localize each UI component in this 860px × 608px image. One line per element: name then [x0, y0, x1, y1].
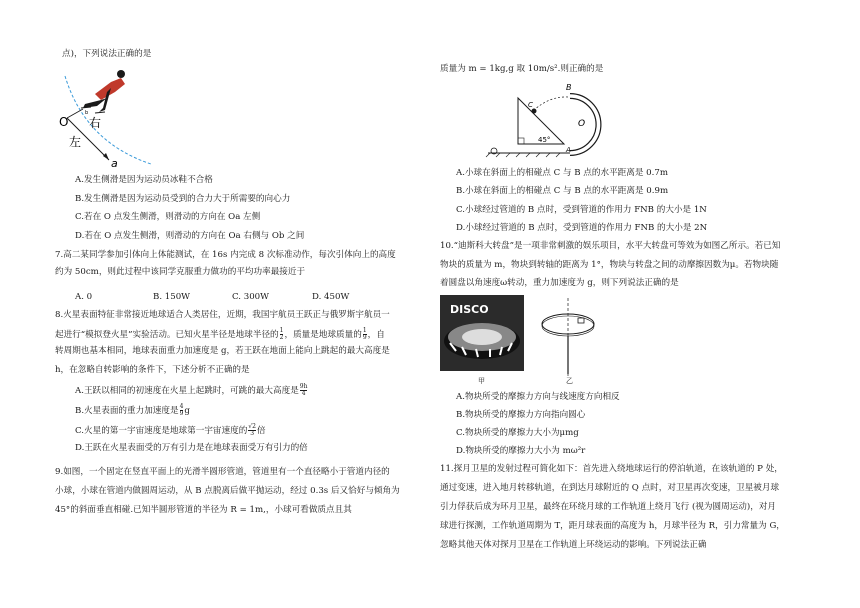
fig-a: A	[566, 146, 571, 154]
disco-logo-text: DISCO	[450, 303, 489, 316]
q7-line-2: 约为 50cm，则此过程中该同学克服重力做功的平均功率最接近于	[55, 267, 306, 277]
q7-option-b: B. 150W	[153, 292, 191, 302]
q9-option-b: B.小球在斜面上的相碰点 C 与 B 点的水平距离是 0.9m	[456, 186, 669, 196]
fig-o: O	[578, 119, 586, 129]
q10-line-1: 10.“迪斯科大转盘”是一项非常刺激的娱乐项目，水平大转盘可等效为如图乙所示。若已知	[440, 241, 781, 251]
q9-line-3: 45°的斜面垂直相碰.已知半圆形管道的半径为 R = 1m,，小球可看做质点且其	[55, 505, 352, 515]
q9-line-2: 小球，小球在管道内做圆周运动，从 B 点脱离后做平抛运动，经过 0.3s 后又恰好与倾角为	[55, 486, 400, 496]
q8-line-1: 8.火星表面特征非常接近地球适合人类居住，近期，我国宇航员王跃正与俄罗斯宇航员一	[55, 310, 390, 320]
q11-line-2: 通过变速，进入地月转移轨道，在到达月球附近的 Q 点时，对卫星再次变速，卫星被月球	[440, 483, 780, 493]
q11-line-5: 忽略其他天体对探月卫星在工作轨道上环绕运动的影响。下列说法正确	[440, 540, 707, 550]
q10-line-2: 物块的质量为 m，物块到转轴的距离为 1°，物块与转盘之间的动摩擦因数为μ。若物块随	[440, 260, 779, 270]
q7-option-d: D. 450W	[312, 292, 350, 302]
q10-option-c: C.物块所受的摩擦力大小为μmg	[456, 428, 579, 438]
q11-line-4: 球进行探测，工作轨道周期为 T，距月球表面的高度为 h，月球半径为 R，引力常量为 G，	[440, 521, 785, 531]
q8-option-b: B.火星表面的重力加速度是 $\frac{4}{9}$ g	[75, 403, 190, 417]
q11-line-3: 引力俘获后成为环月卫星，最终在环绕月球的工作轨道上绕月飞行 (视为圆周运动)，对月	[440, 502, 777, 512]
q6-option-b: B.发生侧滑是因为运动员受到的合力大于所需要的向心力	[75, 194, 291, 204]
fig-o: O	[59, 115, 69, 129]
fraction-ninth: $\frac{1}{9}$	[362, 327, 367, 341]
q10-option-a: A.物块所受的摩擦力方向与线速度方向相反	[456, 392, 620, 402]
fraction-half: $\frac{1}{2}$	[279, 327, 284, 341]
q10-option-d: D.物块所受的摩擦力大小为 mω²r	[456, 446, 586, 456]
q6-tail: 点)，下列说法正确的是	[62, 49, 152, 59]
q8-line-2: 起进行“模拟登火星”实验活动。已知火星半径是地球半径的 $\frac{1}{2}$ ，质量是地球质量的 $\frac{1}{9}$ ，自	[55, 327, 385, 341]
q8-option-d: D.王跃在火星表面受的万有引力是在地球表面受万有引力的倍	[75, 443, 308, 453]
fig-a: a	[111, 157, 118, 168]
q9-option-c: C.小球经过管道的 B 点时，受到管道的作用力 FNB 的大小是 1N	[456, 205, 707, 215]
fig-angle: 45°	[538, 136, 551, 144]
fig-b: B	[566, 83, 572, 92]
fig-left: 左	[69, 135, 82, 149]
q7-line-1: 7.高二某同学参加引体向上体能测试，在 16s 内完成 8 次标准动作，每次引体向上的高度	[55, 250, 396, 260]
q9-option-a: A.小球在斜面上的相碰点 C 与 B 点的水平距离是 0.7m	[456, 168, 668, 178]
fig-right: 右	[89, 116, 102, 130]
q6-option-d: D.若在 O 点发生侧滑，则滑动的方向在 Oa 右侧与 Ob 之间	[75, 231, 305, 241]
q9-pipe-figure	[480, 78, 620, 160]
q9-continued: 质量为 m = 1kg,g 取 10m/s².则正确的是	[440, 64, 604, 74]
q7-option-a: A. 0	[75, 292, 93, 302]
fig-yi-label: 乙	[566, 377, 573, 385]
q6-skater-figure	[55, 64, 160, 168]
q9-option-d: D.小球经过管道的 B 点时，受到管道的作用力 FNB 的大小是 2N	[456, 223, 708, 233]
fig-c: C	[528, 101, 533, 109]
q8-line-3: 转周期也基本相同，地球表面重力加速度是 g，若王跃在地面上能向上跳起的最大高度是	[55, 346, 390, 356]
fig-jia-label: 甲	[478, 377, 485, 385]
q10-line-3: 着圆盘以角速度ω转动，重力加速度为 g，则下列说法正确的是	[440, 278, 679, 288]
q7-option-c: C. 300W	[232, 292, 269, 302]
q8-option-c: C.火星的第一宇宙速度是地球第一宇宙速度的 $\frac{√2}{3}$ 倍	[75, 423, 266, 437]
q8-line-4: h，在忽略自转影响的条件下，下述分析不正确的是	[55, 365, 250, 375]
q10-disco-photo	[440, 295, 524, 375]
q6-option-a: A.发生侧滑是因为运动员冰鞋不合格	[75, 175, 213, 185]
q6-option-c: C.若在 O 点发生侧滑，则滑动的方向在 Oa 左侧	[75, 212, 261, 222]
q10-option-b: B.物块所受的摩擦力方向指向圆心	[456, 410, 586, 420]
skater-icon	[81, 70, 125, 113]
q11-line-1: 11.探月卫星的发射过程可简化如下：首先进入绕地球运行的停泊轨道，在该轨道的 P 处，	[440, 464, 783, 474]
q8-option-a: A.王跃以相同的初速度在火星上起跳时，可跳的最大高度是 $\frac{9h}{4}$	[75, 383, 308, 397]
q10-turntable-figure	[538, 296, 598, 380]
fig-b: b	[85, 110, 89, 116]
q9-line-1: 9.如图，一个固定在竖直平面上的光滑半圆形管道，管道里有一个直径略小于管道内径的	[55, 467, 390, 477]
